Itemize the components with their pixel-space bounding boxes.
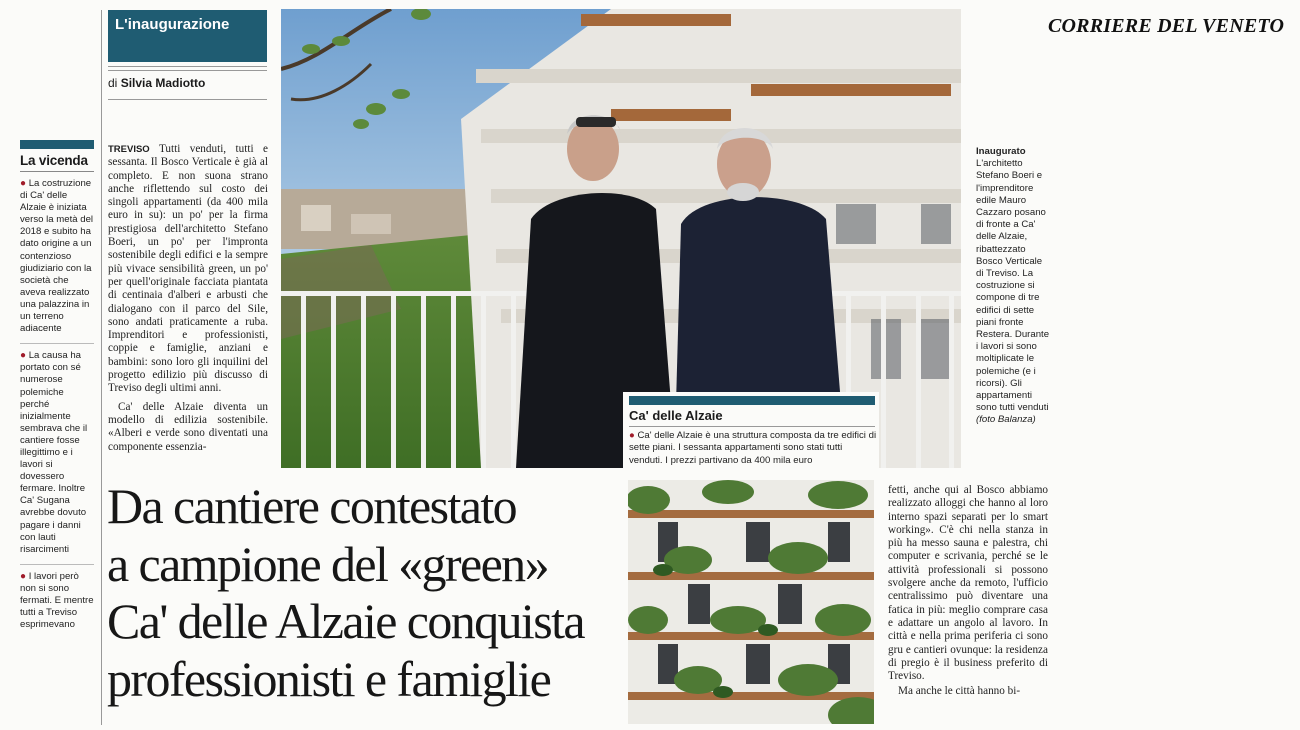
section-banner [108,10,267,62]
dateline: TREVISO [108,144,150,155]
inset-divider [629,426,875,427]
bullet-icon: ● [20,178,27,189]
bullet-icon: ● [20,350,27,362]
sidebar-divider [20,171,94,172]
author-name: Silvia Madiotto [120,76,206,90]
byline-rule [108,99,267,100]
photo-caption [976,146,1050,427]
byline: di Silvia Madiotto [108,76,206,90]
banner-rule [108,66,267,67]
article-paragraph: fetti, anche qui al Bosco abbiamo realizzato alloggi che hanno al loro interno spazi separati per lo smart working». C'è chi nella stanza in più ha messo sauna e palestra, chi computer e scrivania, perché se le attività professionali si possono svolgere anche da remoto, l'ufficio centralissimo può diventare una fatica in più: meglio comprare casa e adattare un angolo al lavoro. In città e nella prima periferia ci sono gru e cantieri ovunque: la residenza di pregio è il business preferito di Treviso. [888,484,1048,683]
inset-box [623,392,879,468]
section-label: L'inaugurazione [115,16,230,33]
inset-title: Ca' delle Alzaie [629,408,723,423]
headline: Da cantiere contestato a campione del «green» Ca' delle Alzaie conquista professionisti e famiglie [107,478,584,707]
caption-text: L'architetto Stefano Boeri e l'imprenditore edile Mauro Cazzaro posano di fronte a Ca' delle Alzaie, ribattezzato Bosco Verticale di Treviso. La costruzione si compone di tre edifici di sette piani fronte Restera. Durante i lavori si sono moltiplicate le polemiche (e i ricorsi). Gli appartamenti sono tutti venduti [976,158,1050,414]
sidebar-title: La vicenda [20,153,88,168]
inset-accent-bar [629,396,875,405]
article-column-2 [888,484,1048,726]
sidebar-item: ● La causa ha portato con sé numerose polemiche perché inizialmente sembrava che il cantiere fosse illegittimo e i lavori si dovessero fermare. Inoltre Ca' Sugana avrebbe dovuto pagare i danni con lauti risarcimenti [20,343,94,556]
sidebar-box [20,140,94,639]
inset-text: ● Ca' delle Alzaie è una struttura composta da tre edifici di sette piani. I sessanta appartamenti sono stati tutti venduti. I prezzi partivano da 400 mila euro [629,430,877,466]
facade-photo [628,480,874,724]
caption-title: Inaugurato [976,146,1026,157]
article-paragraph: Ma anche le città hanno bi- [898,685,1021,698]
sidebar-accent-bar [20,140,94,149]
column-divider [101,10,102,725]
bullet-icon: ● [629,430,635,441]
sidebar-item: ● I lavori però non si sono fermati. E mentre tutti a Treviso esprimevano [20,564,94,631]
bullet-icon: ● [20,570,27,582]
article-paragraph: TREVISO Tutti venduti, tutti e sessanta. Il Bosco Verticale è già al completo. E non suona strano anche riflettendo sul costo dei singoli appartamenti (da 400 mila euro in su): un po' per la firma prestigiosa dell'architetto Stefano Boeri, un po' per l'impronta sostenibile degli edifici e la sempre più vivace sensibilità green, un po' per quell'originale facciata piantata di centinaia d'alberi e arbusti che dialogano con il parco del Sile, sono andati praticamente a ruba. Imprenditori e professionisti, coppie e famiglie, anziani e bambini: sono loro gli inquilini del progetto edilizio più discusso di Treviso degli ultimi anni. [108,143,268,395]
article-paragraph: Ca' delle Alzaie diventa un modello di edilizia sostenibile. «Alberi e verde sono diventati una componente essenzia- [108,400,268,453]
masthead-logo: CORRIERE DEL VENETO [1048,15,1285,37]
photo-credit: (foto Balanza) [976,414,1036,426]
banner-rule [108,70,267,71]
article-column-1 [108,143,268,470]
sidebar-item: ● La costruzione di Ca' delle Alzaie è iniziata verso la metà del 2018 e subito ha dato origine a un contenzioso giudiziario con la società che aveva realizzato una palazzina in un terreno adiacente [20,178,94,335]
